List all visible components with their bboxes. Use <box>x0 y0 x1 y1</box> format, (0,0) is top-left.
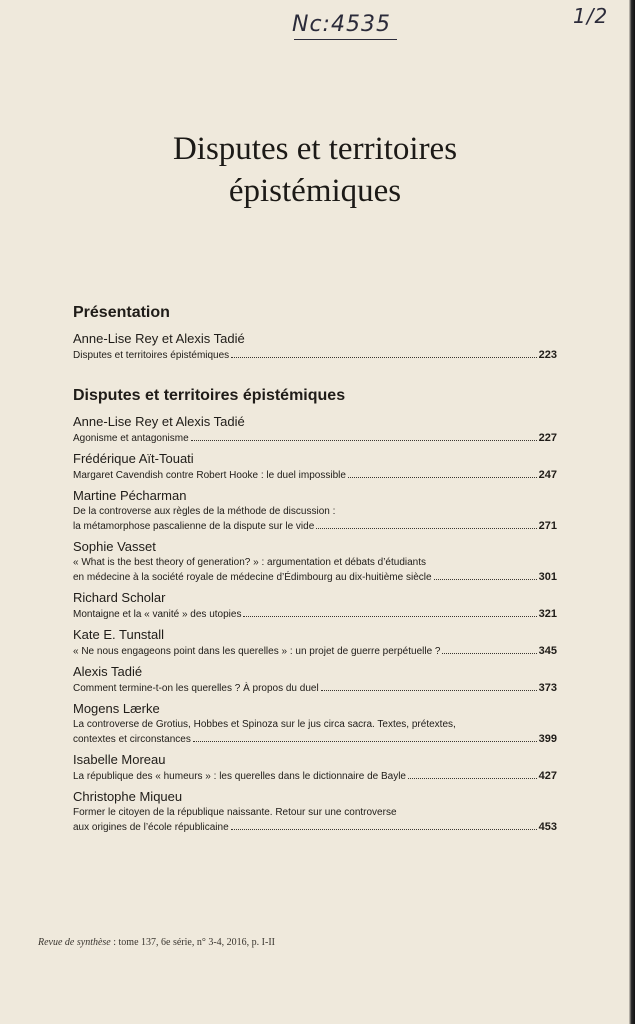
entry-author: Christophe Miqueu <box>73 789 183 804</box>
entry-title-line <box>73 431 557 446</box>
entry-title: Margaret Cavendish contre Robert Hooke : le duel impossible <box>73 470 346 481</box>
dot-leader <box>316 528 536 529</box>
handwritten-underline <box>294 39 397 40</box>
entry-title: en médecine à la société royale de médecine d’Édimbourg au dix-huitième siècle <box>73 572 432 583</box>
entry-page: 373 <box>538 682 557 694</box>
entry-title: aux origines de l’école républicaine <box>73 822 229 833</box>
footer-journal: Revue de synthèse <box>38 937 111 948</box>
entry-page: 345 <box>538 645 557 657</box>
entry-title-line <box>73 607 557 622</box>
dot-leader <box>231 357 536 358</box>
entry-page: 427 <box>538 770 557 782</box>
entry-author: Richard Scholar <box>73 590 166 605</box>
dot-leader <box>348 477 537 478</box>
title-line-1: Disputes et territoires <box>172 131 458 167</box>
entry-author: Alexis Tadié <box>73 664 143 679</box>
entry-title-line <box>73 732 557 747</box>
toc-entry <box>73 450 557 483</box>
entry-title-line <box>73 681 557 696</box>
entry-title-line <box>73 644 557 659</box>
entry-title: Comment termine-t-on les querelles ? À propos du duel <box>73 683 319 694</box>
entry-page: 247 <box>538 469 557 481</box>
entry-title: contextes et circonstances <box>73 734 191 745</box>
entry-page: 227 <box>538 432 557 444</box>
entry-author: Frédérique Aït-Touati <box>73 451 194 466</box>
dot-leader <box>321 690 537 691</box>
entry-title: « Ne nous engageons point dans les querelles » : un projet de guerre perpétuelle ? <box>73 646 441 657</box>
entry-page: 321 <box>538 608 557 620</box>
entry-page: 271 <box>538 520 557 532</box>
section-heading: Présentation <box>73 304 170 321</box>
entry-author: Martine Pécharman <box>73 488 187 503</box>
toc-entry <box>73 413 557 446</box>
toc-entry <box>73 663 557 696</box>
dot-leader <box>442 653 536 654</box>
entry-title-line <box>73 519 557 534</box>
entry-title-first-line: Former le citoyen de la république naissante. Retour sur une controverse <box>73 807 397 818</box>
entry-author: Kate E. Tunstall <box>73 627 165 642</box>
entry-title-first-line: « What is the best theory of generation? » : argumentation et débats d’étudiants <box>73 557 427 568</box>
entry-title-first-line: De la controverse aux règles de la méthode de discussion : <box>73 506 336 517</box>
toc-entry <box>73 538 557 585</box>
dot-leader <box>231 829 537 830</box>
entry-title-line <box>73 769 557 784</box>
toc-entry <box>73 700 557 747</box>
dot-leader <box>193 741 537 742</box>
entry-title: la métamorphose pascalienne de la dispute sur le vide <box>73 521 315 532</box>
entry-author: Sophie Vasset <box>73 539 156 554</box>
entry-author: Anne-Lise Rey et Alexis Tadié <box>73 414 245 429</box>
entry-author: Anne-Lise Rey et Alexis Tadié <box>73 331 245 346</box>
entry-title-line <box>73 570 557 585</box>
page-title <box>0 128 630 212</box>
toc-entry <box>73 589 557 622</box>
dot-leader <box>191 440 537 441</box>
entry-title-line <box>73 468 557 483</box>
entry-page: 399 <box>538 733 557 745</box>
entry-author: Mogens Lærke <box>73 701 160 716</box>
dot-leader <box>243 616 536 617</box>
section-heading: Disputes et territoires épistémiques <box>73 387 346 404</box>
toc-entry <box>73 788 557 835</box>
entry-page: 301 <box>538 571 557 583</box>
handwritten-code-text: Nc:4535 <box>292 12 391 37</box>
page-footer <box>38 937 275 948</box>
entry-title: Agonisme et antagonisme <box>73 433 189 444</box>
entry-title-line <box>73 348 557 363</box>
entry-title: Montaigne et la « vanité » des utopies <box>73 609 242 620</box>
toc-entry <box>73 487 557 534</box>
entry-title: La république des « humeurs » : les querelles dans le dictionnaire de Bayle <box>73 771 406 782</box>
toc-entry <box>73 626 557 659</box>
table-of-contents <box>73 300 557 835</box>
dot-leader <box>434 579 537 580</box>
entry-author: Isabelle Moreau <box>73 752 166 767</box>
footer-citation: : tome 137, 6e série, n° 3-4, 2016, p. I-II <box>110 937 275 948</box>
title-line-2: épistémiques <box>228 173 402 209</box>
entry-page: 223 <box>538 349 557 361</box>
entry-page: 453 <box>538 821 557 833</box>
handwritten-code <box>292 12 391 37</box>
entry-title: Disputes et territoires épistémiques <box>73 350 230 361</box>
dot-leader <box>408 778 537 779</box>
toc-entry <box>73 751 557 784</box>
entry-title-line <box>73 820 557 835</box>
entry-title-first-line: La controverse de Grotius, Hobbes et Spinoza sur le jus circa sacra. Textes, prétextes, <box>73 719 456 730</box>
toc-entry <box>73 330 557 363</box>
handwritten-page-number: 1/2 <box>573 4 609 28</box>
